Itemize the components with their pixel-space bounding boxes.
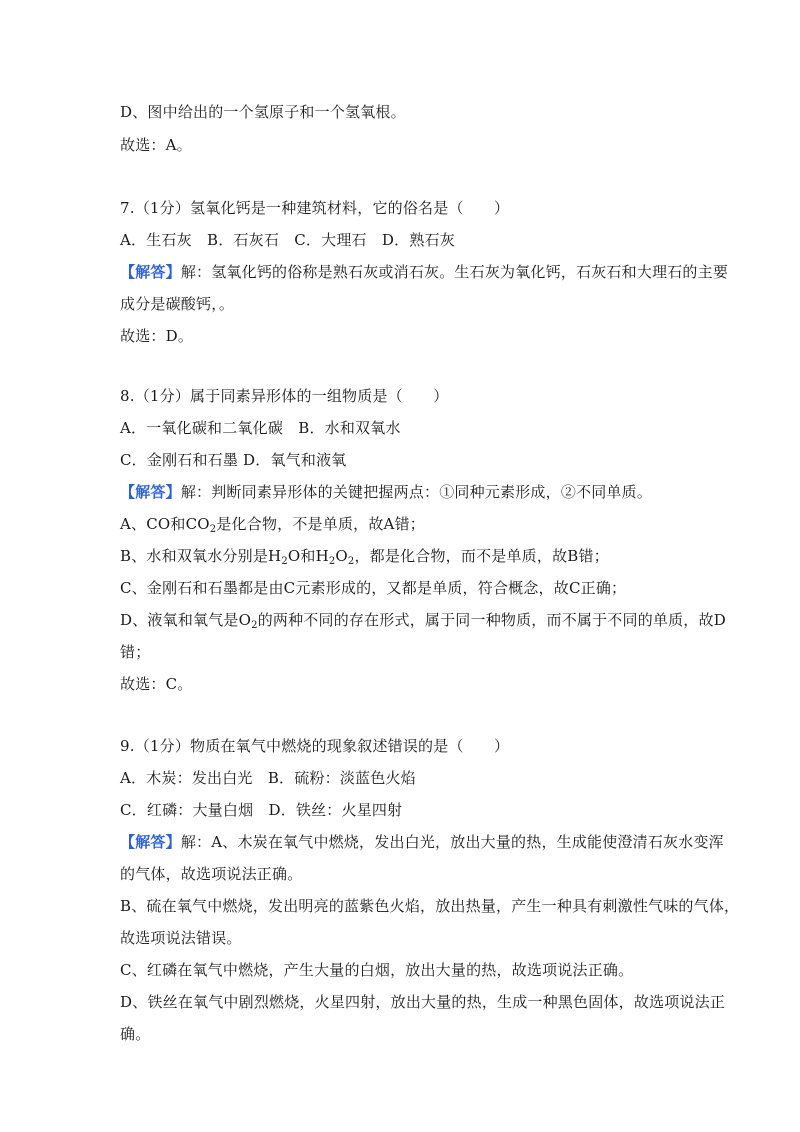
q8-answer-c: C、金刚石和石墨都是由C元素形成的，又都是单质，符合概念，故C正确；: [120, 579, 627, 597]
q8-d-sub: 2: [251, 620, 258, 631]
q8-answer-tag: 【解答】: [120, 483, 181, 501]
q9-answer-a-text: 解：A、木炭在氧气中燃烧，发出白光，放出大量的热，生成能使澄清石灰水变浑: [180, 833, 724, 851]
q9-answer-tag: 【解答】: [120, 833, 181, 851]
q8-answer-intro-text: 解：判断同素异形体的关键把握两点：①同种元素形成，②不同单质。: [180, 483, 653, 501]
q9-answer-b-line2: 故选项说法错误。: [120, 929, 242, 947]
q8-answer-d: [120, 610, 726, 631]
q7-options: A．生石灰 B．石灰石 C．大理石 D．熟石灰: [120, 231, 455, 249]
q9-options-line2: C．红磷：大量白烟 D．铁丝：火星四射: [120, 801, 403, 819]
q7-answer-tag: 【解答】: [120, 263, 181, 281]
q8-b-sub3: 2: [347, 556, 355, 567]
q8-answer-a: [120, 514, 690, 534]
q7-stem: 7.（1分）氢氧化钙是一种建筑材料，它的俗名是（ ）: [120, 199, 510, 217]
q7-answer-line1: [120, 262, 729, 282]
q8-b-mid: O和H: [287, 547, 329, 565]
q8-answer-b: [120, 546, 690, 566]
prev-option-d: D、图中给出的一个氢原子和一个氢氧根。: [120, 103, 406, 121]
q8-b-post: ，都是化合物，而不是单质，故B错；: [354, 547, 609, 565]
q9-answer-c: C、红磷在氧气中燃烧，产生大量的白烟，放出大量的热，故选项说法正确。: [120, 961, 634, 979]
q8-b-pre: B、水和双氧水分别是H: [120, 547, 282, 565]
prev-choice: 故选：A。: [120, 136, 192, 154]
q8-b-sub1: 2: [281, 556, 288, 567]
q7-choice: 故选：D。: [120, 327, 194, 345]
q9-answer-b-line1: B、硫在氧气中燃烧，发出明亮的蓝紫色火焰，放出热量，产生一种具有刺激性气味的气体，: [120, 897, 740, 915]
q9-answer-a-line1: [120, 832, 724, 852]
q8-a-post: 是化合物，不是单质，故A错；: [216, 515, 425, 533]
q8-a-sub: 2: [209, 524, 217, 535]
q8-choice: 故选：C。: [120, 675, 193, 693]
q8-d-pre: D、液氧和氧气是O: [120, 611, 252, 629]
q8-options-line1: A．一氧化碳和二氧化碳 B．水和双氧水: [120, 419, 401, 437]
q8-options-line2: C．金刚石和石墨 D．氧气和液氧: [120, 451, 347, 469]
q7-answer-line2: 成分是碳酸钙，。: [120, 295, 235, 313]
q9-answer-d-line1: D、铁丝在氧气中剧烈燃烧，火星四射，放出大量的热，生成一种黑色固体，故选项说法正: [120, 993, 726, 1011]
q8-a-pre: A、CO和CO: [120, 515, 210, 533]
q8-d-post: 的两种不同的存在形式，属于同一种物质，而不属于不同的单质，故D: [257, 611, 726, 629]
q9-answer-d-line2: 确。: [120, 1025, 151, 1043]
q8-b-sub2: 2: [328, 556, 336, 567]
q8-stem: 8.（1分）属于同素异形体的一组物质是（ ）: [120, 387, 449, 405]
q9-options-line1: A．木炭：发出白光 B．硫粉：淡蓝色火焰: [120, 769, 416, 787]
q8-answer-d-line2: 错；: [120, 643, 151, 661]
q8-answer-intro: [120, 482, 690, 502]
q9-answer-a-line2: 的气体，故选项说法正确。: [120, 865, 303, 883]
q9-stem: 9.（1分）物质在氧气中燃烧的现象叙述错误的是（ ）: [120, 737, 510, 755]
q8-b-mid2: O: [335, 547, 348, 565]
q7-answer-text1: 解：氢氧化钙的俗称是熟石灰或消石灰。生石灰为氧化钙，石灰石和大理石的主要: [180, 263, 729, 281]
